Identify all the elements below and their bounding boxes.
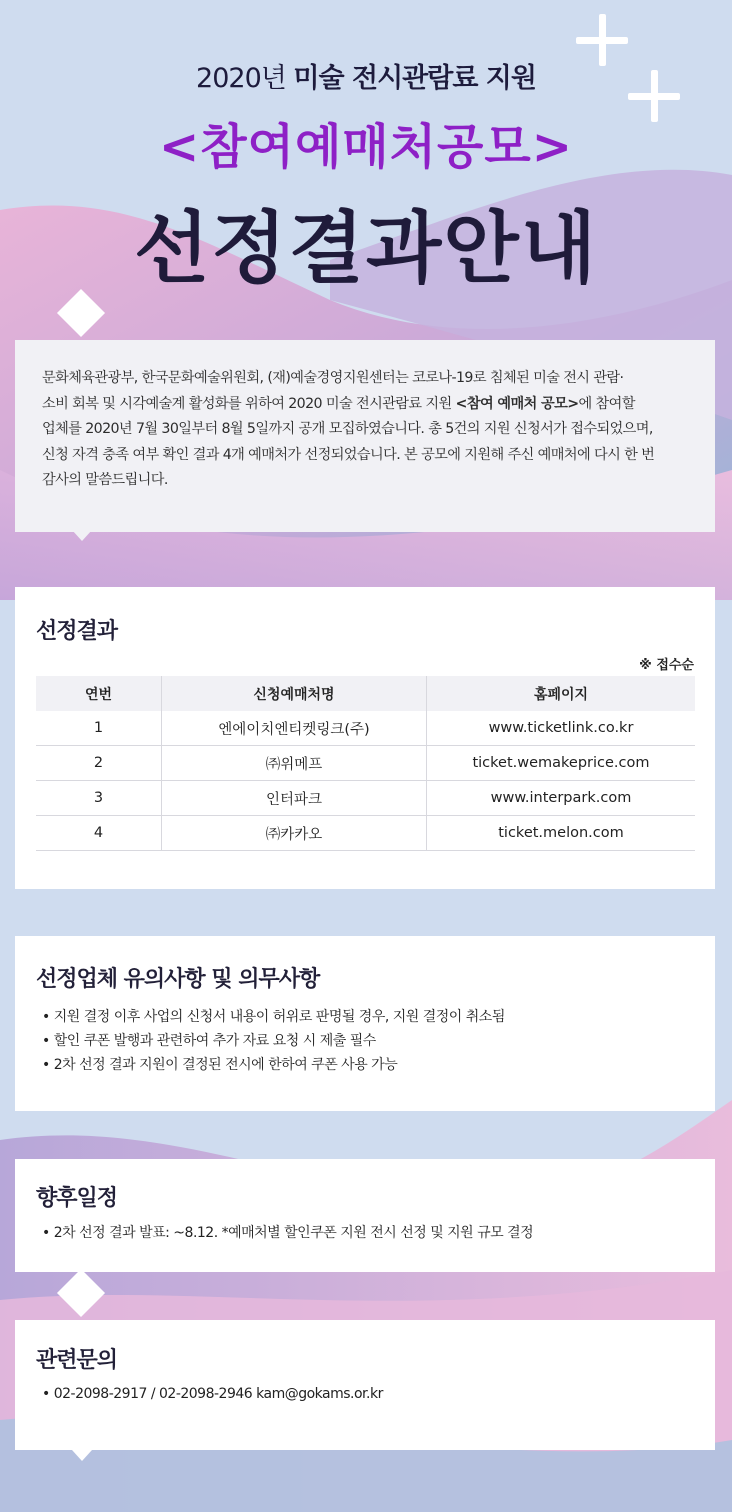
table-row (36, 711, 695, 746)
schedule-title: 향후일정 (36, 1186, 118, 1211)
row-number: 4 (36, 816, 162, 851)
vendor-name: 엔에이치엔티켓링크(주) (162, 711, 427, 746)
column-header: 연번 (36, 676, 162, 711)
list-item: • 지원 결정 이후 사업의 신청서 내용이 허위로 판명될 경우, 지원 결정이 취소됨 (42, 1009, 505, 1025)
table-row (36, 781, 695, 816)
results-title: 선정결과 (36, 619, 118, 644)
results-table (36, 676, 695, 851)
homepage-link[interactable]: ticket.wemakeprice.com (427, 746, 696, 781)
homepage-link[interactable]: ticket.melon.com (427, 816, 696, 851)
contact-title: 관련문의 (36, 1348, 118, 1373)
list-item: • 할인 쿠폰 발행과 관련하여 추가 자료 요청 시 제출 필수 (42, 1033, 376, 1049)
page-subtitle: 2020년 미술 전시관람료 지원 (196, 63, 536, 94)
table-header-row (36, 676, 695, 711)
schedule-section (15, 1159, 715, 1272)
column-header: 신청예매처명 (162, 676, 427, 711)
column-header: 홈페이지 (427, 676, 696, 711)
homepage-link[interactable]: www.interpark.com (427, 781, 696, 816)
row-number: 3 (36, 781, 162, 816)
vendor-name: 인터파크 (162, 781, 427, 816)
row-number: 2 (36, 746, 162, 781)
table-row (36, 746, 695, 781)
contact-list (42, 1382, 383, 1406)
table-row (36, 816, 695, 851)
diamond-decoration-icon (57, 1269, 105, 1317)
row-number: 1 (36, 711, 162, 746)
order-note: ※ 접수순 (639, 658, 694, 673)
speech-tail-icon (72, 530, 92, 541)
speech-tail-icon (72, 1450, 92, 1461)
vendor-name: ㈜위메프 (162, 746, 427, 781)
list-item[interactable]: • 02-2098-2917 / 02-2098-2946 kam@gokams.or.kr (42, 1386, 383, 1402)
intro-text: 문화체육관광부, 한국문화예술위원회, (재)예술경영지원센터는 코로나-19로 침체된 미술 전시 관람· 소비 회복 및 시각예술계 활성화를 위하여 2020 미술 전시관람료 지원 <참여 예매처 공모>에 참여할 업체를 2020년 7월 30일부터 8월 5일까지 공개 모집하였습니다. 총 5건의 지원 신청서가 접수되었으며, 신청 자격 충족 여부 확인 결과 4개 예매처가 선정되었습니다. 본 공모에 지원해 주신 예매처에 다시 한 번 감사의 말씀드립니다. (42, 370, 655, 488)
vendor-name: ㈜카카오 (162, 816, 427, 851)
duties-list (42, 1005, 505, 1077)
page-title: 선정결과안내 (133, 204, 599, 294)
list-item: • 2차 선정 결과 발표: ~8.12. *예매처별 할인쿠폰 지원 전시 선정 및 지원 규모 결정 (42, 1225, 534, 1241)
list-item: • 2차 선정 결과 지원이 결정된 전시에 한하여 쿠폰 사용 가능 (42, 1057, 398, 1073)
schedule-list (42, 1221, 533, 1245)
homepage-link[interactable]: www.ticketlink.co.kr (427, 711, 696, 746)
duties-title: 선정업체 유의사항 및 의무사항 (36, 967, 320, 992)
contest-title: <참여예매처공모> (158, 119, 573, 175)
